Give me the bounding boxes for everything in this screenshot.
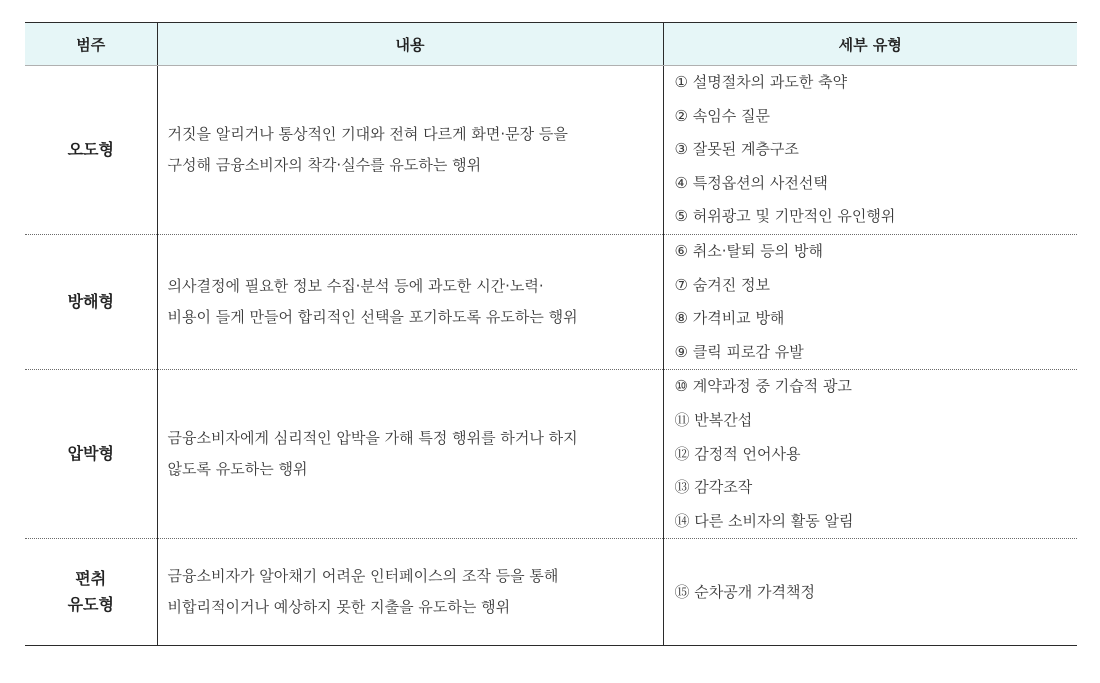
detail-item: ⑬ 감각조작 bbox=[674, 478, 753, 497]
content-line: 금융소비자에게 심리적인 압박을 가해 특정 행위를 하거나 하지 bbox=[167, 429, 578, 448]
category-label: 유도형 bbox=[67, 595, 114, 615]
detail-item: ⑭ 다른 소비자의 활동 알림 bbox=[674, 511, 854, 530]
category-label: 오도형 bbox=[67, 139, 114, 159]
content-line: 금융소비자가 알아채기 어려운 인터페이스의 조작 등을 통해 bbox=[167, 567, 559, 586]
detail-item: ① 설명절차의 과도한 축약 bbox=[674, 73, 848, 91]
category-label: 압박형 bbox=[67, 444, 114, 464]
category-cell bbox=[25, 66, 157, 235]
content-cell bbox=[157, 370, 663, 539]
detail-cell bbox=[663, 370, 1077, 539]
content-cell bbox=[157, 539, 663, 646]
dark-pattern-classification-table bbox=[25, 22, 1077, 646]
detail-item: ⑨ 클릭 피로감 유발 bbox=[674, 342, 804, 361]
content-line: 구성해 금융소비자의 착각·실수를 유도하는 행위 bbox=[167, 155, 482, 174]
header-row bbox=[25, 23, 1077, 66]
detail-cell bbox=[663, 66, 1077, 235]
detail-item: ⑧ 가격비교 방해 bbox=[674, 309, 785, 328]
table-row bbox=[25, 234, 1077, 369]
detail-item: ⑫ 감정적 언어사용 bbox=[674, 444, 801, 463]
detail-cell bbox=[663, 234, 1077, 369]
detail-item: ⑤ 허위광고 및 기만적인 유인행위 bbox=[674, 207, 896, 226]
detail-item: ② 속임수 질문 bbox=[674, 106, 770, 125]
detail-item: ④ 특정옵션의 사전선택 bbox=[674, 173, 828, 192]
dark-pattern-table-container bbox=[25, 22, 1077, 646]
detail-cell bbox=[663, 539, 1077, 646]
content-cell bbox=[157, 66, 663, 235]
table-row bbox=[25, 539, 1077, 646]
content-cell bbox=[157, 234, 663, 369]
content-line: 거짓을 알리거나 통상적인 기대와 전혀 다르게 화면·문장 등을 bbox=[167, 124, 568, 143]
detail-item: ⑦ 숨겨진 정보 bbox=[674, 275, 770, 294]
content-line: 의사결정에 필요한 정보 수집·분석 등에 과도한 시간·노력· bbox=[167, 277, 544, 296]
detail-item: ⑩ 계약과정 중 기습적 광고 bbox=[674, 377, 852, 396]
table-header bbox=[25, 23, 1077, 66]
category-label: 방해형 bbox=[67, 292, 114, 312]
header-category: 범주 bbox=[25, 23, 157, 66]
header-detail-types: 세부 유형 bbox=[663, 23, 1077, 66]
detail-item: ③ 잘못된 계층구조 bbox=[674, 140, 799, 159]
category-cell bbox=[25, 539, 157, 646]
category-cell bbox=[25, 370, 157, 539]
category-label: 편취 bbox=[75, 569, 107, 589]
category-cell bbox=[25, 234, 157, 369]
content-line: 비용이 들게 만들어 합리적인 선택을 포기하도록 유도하는 행위 bbox=[167, 308, 578, 327]
detail-item: ⑮ 순차공개 가격책정 bbox=[674, 582, 815, 601]
content-line: 않도록 유도하는 행위 bbox=[167, 460, 308, 479]
header-content: 내용 bbox=[157, 23, 663, 66]
content-line: 비합리적이거나 예상하지 못한 지출을 유도하는 행위 bbox=[167, 598, 511, 617]
table-row bbox=[25, 370, 1077, 539]
detail-item: ⑪ 반복간섭 bbox=[674, 410, 753, 429]
detail-item: ⑥ 취소·탈퇴 등의 방해 bbox=[674, 241, 823, 260]
table-body bbox=[25, 66, 1077, 646]
table-row bbox=[25, 66, 1077, 235]
